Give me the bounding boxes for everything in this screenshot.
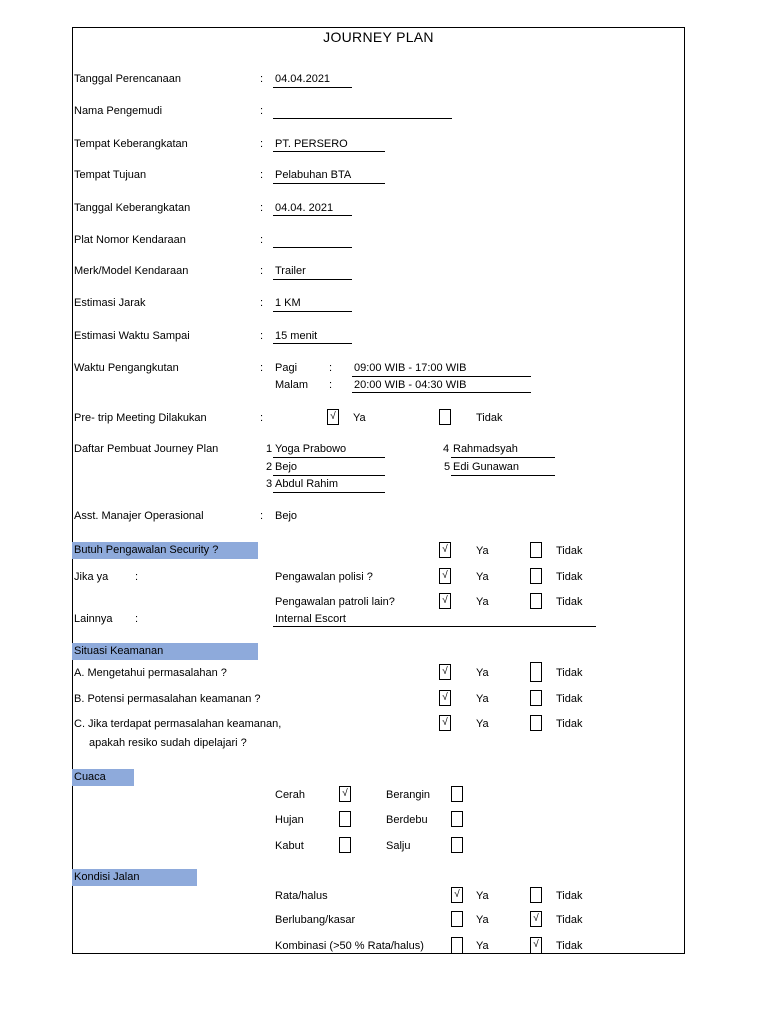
rata-tidak-checkbox[interactable] [530,887,542,903]
colon: : [329,362,333,374]
person-name[interactable]: Edi Gunawan [453,461,520,473]
polisi-ya-checkbox[interactable]: √ [439,568,451,584]
underline [273,311,352,312]
label-tidak: Tidak [556,571,583,583]
field-tanggal-keberangkatan[interactable]: 04.04. 2021 [275,202,334,214]
colon: : [135,571,139,583]
security-ya-checkbox[interactable]: √ [439,542,451,558]
label-situasi-c1: C. Jika terdapat permasalahan keamanan, [74,718,282,730]
label-berdebu: Berdebu [386,814,428,826]
patroli-ya-checkbox[interactable]: √ [439,593,451,609]
underline [273,151,385,152]
person-no: 5 [444,461,451,473]
label-situasi-a: A. Mengetahui permasalahan ? [74,667,227,679]
rata-ya-checkbox[interactable]: √ [451,887,463,903]
underline [273,183,385,184]
colon: : [260,73,264,85]
field-estimasi-waktu[interactable]: 15 menit [275,330,318,342]
label-cerah: Cerah [275,789,305,801]
label-situasi-b: B. Potensi permasalahan keamanan ? [74,693,261,705]
page-title: JOURNEY PLAN [323,29,434,45]
kombinasi-ya-checkbox[interactable] [451,937,463,954]
colon: : [260,330,264,342]
field-pagi[interactable]: 09:00 WIB - 17:00 WIB [354,362,467,374]
underline [352,376,531,377]
kombinasi-tidak-checkbox[interactable]: √ [530,937,542,954]
field-lainnya[interactable]: Internal Escort [275,613,346,625]
hujan-checkbox[interactable] [339,811,351,827]
form-frame [72,27,685,954]
situasi-c-tidak-checkbox[interactable] [530,715,542,731]
label-daftar-pembuat: Daftar Pembuat Journey Plan [74,443,219,455]
underline [273,626,596,627]
security-tidak-checkbox[interactable] [530,542,542,558]
label-berangin: Berangin [386,789,431,801]
label-ya: Ya [476,571,489,583]
section-security-header: Butuh Pengawalan Security ? [72,542,258,559]
field-tempat-tujuan[interactable]: Pelabuhan BTA [275,169,352,181]
berangin-checkbox[interactable] [451,786,463,802]
label-berlubang: Berlubang/kasar [275,914,356,926]
salju-checkbox[interactable] [451,837,463,853]
label-ya: Ya [476,596,489,608]
label-tidak: Tidak [556,667,583,679]
underline [273,492,385,493]
colon: : [260,265,264,277]
label-tidak: Tidak [556,940,583,952]
label-ya: Ya [353,412,366,424]
underline [273,87,352,88]
underline [273,343,352,344]
field-asst-manajer[interactable]: Bejo [275,510,298,522]
person-name[interactable]: Yoga Prabowo [275,443,347,455]
field-malam[interactable]: 20:00 WIB - 04:30 WIB [354,379,467,391]
label-tempat-tujuan: Tempat Tujuan [74,169,147,181]
underline [451,457,555,458]
label-situasi-c2: apakah resiko sudah dipelajari ? [89,737,247,749]
field-tempat-keberangkatan[interactable]: PT. PERSERO [275,138,348,150]
pretrip-tidak-checkbox[interactable] [439,409,451,425]
label-salju: Salju [386,840,411,852]
label-ya: Ya [476,667,489,679]
label-plat-nomor: Plat Nomor Kendaraan [74,234,186,246]
label-ya: Ya [476,545,489,557]
section-cuaca-header: Cuaca [72,769,134,786]
label-ya: Ya [476,718,489,730]
colon: : [260,169,264,181]
situasi-b-ya-checkbox[interactable]: √ [439,690,451,706]
colon: : [260,234,264,246]
label-jika-ya: Jika ya [74,571,109,583]
label-malam: Malam [275,379,309,391]
label-tidak: Tidak [556,718,583,730]
pretrip-ya-checkbox[interactable]: √ [327,409,339,425]
label-nama-pengemudi: Nama Pengemudi [74,105,163,117]
label-lainnya: Lainnya [74,613,113,625]
underline [451,475,555,476]
underline [273,457,385,458]
label-ya: Ya [476,693,489,705]
label-merk-model: Merk/Model Kendaraan [74,265,189,277]
situasi-c-ya-checkbox[interactable]: √ [439,715,451,731]
label-estimasi-jarak: Estimasi Jarak [74,297,146,309]
situasi-a-tidak-checkbox[interactable] [530,662,542,682]
label-tidak: Tidak [556,914,583,926]
label-pengawalan-polisi: Pengawalan polisi ? [275,571,373,583]
person-no: 3 [266,478,273,490]
colon: : [260,202,264,214]
underline [273,118,452,119]
berlubang-ya-checkbox[interactable] [451,911,463,927]
label-tidak: Tidak [556,545,583,557]
situasi-b-tidak-checkbox[interactable] [530,690,542,706]
field-merk-model[interactable]: Trailer [275,265,306,277]
cerah-checkbox[interactable]: √ [339,786,351,802]
label-tanggal-keberangkatan: Tanggal Keberangkatan [74,202,191,214]
colon: : [135,613,139,625]
section-kondisi-header: Kondisi Jalan [72,869,197,886]
field-tanggal-perencanaan[interactable]: 04.04.2021 [275,73,331,85]
label-tidak: Tidak [556,890,583,902]
underline [273,475,385,476]
kabut-checkbox[interactable] [339,837,351,853]
underline [352,392,531,393]
label-tidak: Tidak [556,693,583,705]
berlubang-tidak-checkbox[interactable]: √ [530,911,542,927]
person-no: 2 [266,461,273,473]
field-estimasi-jarak[interactable]: 1 KM [275,297,301,309]
colon: : [260,138,264,150]
label-tempat-keberangkatan: Tempat Keberangkatan [74,138,188,150]
colon: : [260,510,264,522]
label-kabut: Kabut [275,840,304,852]
label-tidak: Tidak [476,412,503,424]
person-no: 4 [443,443,450,455]
label-ya: Ya [476,890,489,902]
label-waktu-pengangkutan: Waktu Pengangkutan [74,362,179,374]
polisi-tidak-checkbox[interactable] [530,568,542,584]
section-situasi-header: Situasi Keamanan [72,643,258,660]
label-ya: Ya [476,914,489,926]
situasi-a-ya-checkbox[interactable]: √ [439,664,451,680]
berdebu-checkbox[interactable] [451,811,463,827]
label-rata-halus: Rata/halus [275,890,328,902]
label-estimasi-waktu: Estimasi Waktu Sampai [74,330,190,342]
label-pretrip: Pre- trip Meeting Dilakukan [74,412,207,424]
colon: : [260,297,264,309]
underline [273,279,352,280]
label-pengawalan-patroli: Pengawalan patroli lain? [275,596,395,608]
person-name[interactable]: Rahmadsyah [453,443,518,455]
colon: : [260,412,264,424]
underline [273,247,352,248]
label-ya: Ya [476,940,489,952]
colon: : [260,105,264,117]
colon: : [329,379,333,391]
person-no: 1 [266,443,273,455]
underline [273,215,352,216]
label-pagi: Pagi [275,362,298,374]
colon: : [260,362,264,374]
person-name[interactable]: Abdul Rahim [275,478,338,490]
label-tanggal-perencanaan: Tanggal Perencanaan [74,73,182,85]
label-asst-manajer: Asst. Manajer Operasional [74,510,204,522]
label-hujan: Hujan [275,814,304,826]
label-kombinasi: Kombinasi (>50 % Rata/halus) [275,940,424,952]
label-tidak: Tidak [556,596,583,608]
patroli-tidak-checkbox[interactable] [530,593,542,609]
person-name[interactable]: Bejo [275,461,298,473]
